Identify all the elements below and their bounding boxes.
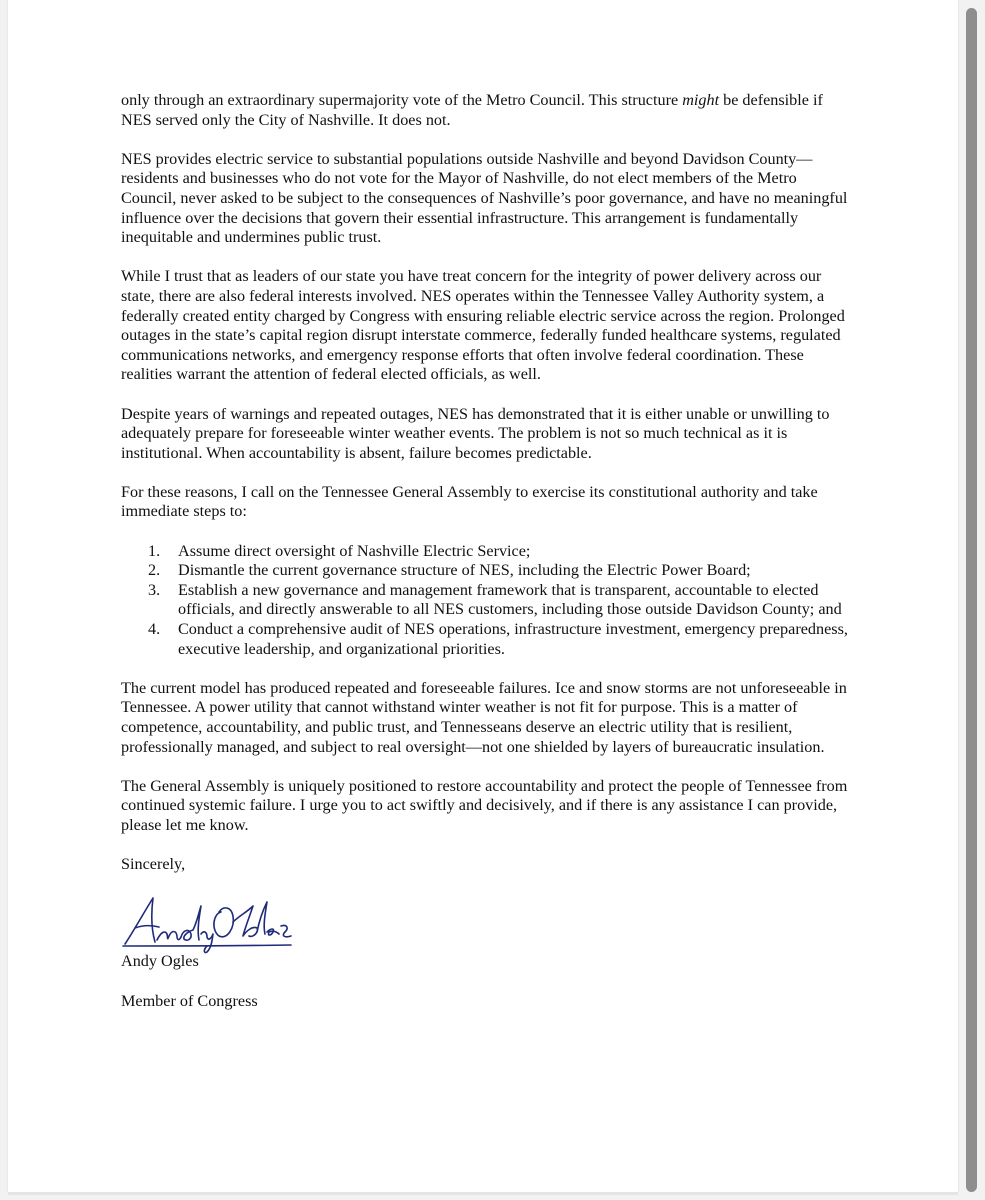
emphasis-text: might (682, 91, 720, 109)
paragraph-current-model: The current model has produced repeated and foreseeable failures. Ice and snow storms are not unforeseeable in Tennessee. A power utility that cannot withstand winter weather is not fit for purpose. This is a matter of competence, accountability, and public trust, and Tennesseans deserve an electric utility that is resilient, professionally managed, and subject to real oversight—not one shielded by layers of bureaucratic insulation. (121, 678, 847, 756)
list-item (148, 541, 856, 562)
signature-block (121, 894, 856, 952)
handwritten-signature (121, 892, 296, 954)
paragraph-text: only through an extraordinary supermajority vote of the Metro Council. This structure (121, 91, 683, 109)
paragraph-governance-structure (121, 91, 856, 130)
list-text: Conduct a comprehensive audit of NES operations, infrastructure investment, emergency preparedness, executive leadership, and organizational priorities. (178, 620, 848, 658)
list-item (148, 580, 856, 620)
signer-title: Member of Congress (121, 991, 258, 1010)
list-item (148, 561, 856, 581)
list-item (148, 620, 856, 659)
paragraph-call-to-action: For these reasons, I call on the Tennessee General Assembly to exercise its constitutional authority and take immediate steps to: (121, 482, 818, 521)
closing-salutation: Sincerely, (121, 855, 186, 874)
signer-name: Andy Ogles (121, 952, 199, 971)
list-number: 4. (148, 620, 161, 639)
list-text: Establish a new governance and management framework that is transparent, accountable to elected officials, and directly answerable to all NES customers, including those outside Davidson County; and (178, 580, 842, 619)
list-text: Assume direct oversight of Nashville Electric Service; (178, 541, 531, 560)
letter-body (121, 91, 856, 1031)
paragraph-general-assembly: The General Assembly is uniquely positioned to restore accountability and protect the people of Tennessee from continued systemic failure. I urge you to act swiftly and decisively, and if there is any assistance I can provide, please let me know. (121, 776, 848, 834)
paragraph-text: be defensible if NES served only the City of Nashville. It does not. (121, 91, 823, 129)
paragraph-federal-interests: While I trust that as leaders of our state you have treat concern for the integrity of power delivery across our state, there are also federal interests involved. NES operates within the Tennessee Valley Authority system, a federally created entity charged by Congress with ensuring reliable electric service across the region. Prolonged outages in the state’s capital region disrupt interstate commerce, federally funded healthcare systems, regulated communications networks, and emergency response efforts that often involve federal coordination. These realities warrant the attention of federal elected officials, as well. (121, 267, 845, 384)
requests-list (121, 542, 856, 660)
list-number: 2. (148, 561, 161, 580)
list-text: Dismantle the current governance structure of NES, including the Electric Power Board; (178, 561, 751, 580)
page-edge (8, 1192, 958, 1195)
paragraph-service-area: NES provides electric service to substantial populations outside Nashville and beyond Davidson County—residents and businesses who do not vote for the Mayor of Nashville, do not elect members of the Metro Council, never asked to be subject to the consequences of Nashville’s poor governance, and have no meaningful influence over the decisions that govern their essential infrastructure. This arrangement is fundamentally inequitable and undermines public trust. (121, 149, 848, 247)
list-number: 1. (148, 541, 161, 560)
paragraph-repeated-outages: Despite years of warnings and repeated outages, NES has demonstrated that it is either unable or unwilling to adequately prepare for foreseeable winter weather events. The problem is not so much technical as it is institutional. When accountability is absent, failure becomes predictable. (121, 404, 830, 462)
list-number: 3. (148, 580, 161, 599)
scrollbar-thumb[interactable] (966, 8, 977, 1192)
